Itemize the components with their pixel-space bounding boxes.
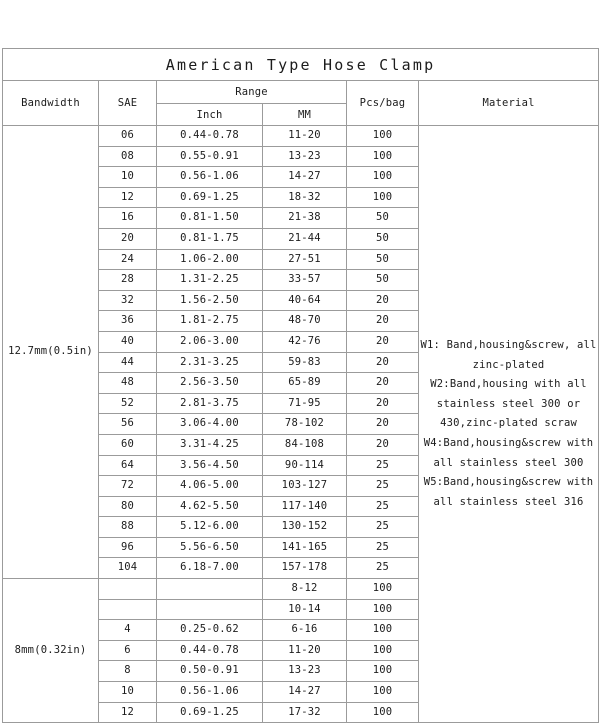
inch-range-cell: 2.56-3.50 xyxy=(157,373,263,394)
mm-range-cell: 11-20 xyxy=(263,640,347,661)
pcs-bag-cell: 100 xyxy=(347,599,419,620)
mm-range-cell: 78-102 xyxy=(263,414,347,435)
mm-range-cell: 40-64 xyxy=(263,290,347,311)
material-cell xyxy=(419,126,599,723)
mm-range-cell: 59-83 xyxy=(263,352,347,373)
pcs-bag-cell: 20 xyxy=(347,290,419,311)
inch-range-cell: 0.44-0.78 xyxy=(157,126,263,147)
mm-range-cell: 42-76 xyxy=(263,331,347,352)
material-line: zinc-plated xyxy=(472,358,545,371)
sae-cell: 40 xyxy=(99,331,157,352)
pcs-bag-cell: 25 xyxy=(347,558,419,579)
pcs-bag-cell: 25 xyxy=(347,517,419,538)
sae-cell: 36 xyxy=(99,311,157,332)
inch-range-cell xyxy=(157,599,263,620)
material-line: all stainless steel 316 xyxy=(433,495,584,508)
pcs-bag-cell: 100 xyxy=(347,167,419,188)
pcs-bag-cell: 20 xyxy=(347,414,419,435)
mm-range-cell: 17-32 xyxy=(263,702,347,723)
column-header-bandwidth: Bandwidth xyxy=(3,81,99,126)
pcs-bag-cell: 50 xyxy=(347,228,419,249)
sae-cell: 06 xyxy=(99,126,157,147)
mm-range-cell: 141-165 xyxy=(263,537,347,558)
pcs-bag-cell: 100 xyxy=(347,682,419,703)
pcs-bag-cell: 25 xyxy=(347,455,419,476)
pcs-bag-cell: 100 xyxy=(347,146,419,167)
sae-cell: 10 xyxy=(99,167,157,188)
material-line: stainless steel 300 or xyxy=(436,397,581,410)
pcs-bag-cell: 25 xyxy=(347,496,419,517)
inch-range-cell: 0.50-0.91 xyxy=(157,661,263,682)
mm-range-cell: 18-32 xyxy=(263,187,347,208)
pcs-bag-cell: 100 xyxy=(347,640,419,661)
inch-range-cell: 2.06-3.00 xyxy=(157,331,263,352)
pcs-bag-cell: 25 xyxy=(347,537,419,558)
sae-cell: 28 xyxy=(99,270,157,291)
sae-cell: 80 xyxy=(99,496,157,517)
mm-range-cell: 21-38 xyxy=(263,208,347,229)
sae-cell: 60 xyxy=(99,434,157,455)
column-header-material: Material xyxy=(419,81,599,126)
pcs-bag-cell: 50 xyxy=(347,270,419,291)
table-header-row-1 xyxy=(3,81,599,104)
inch-range-cell: 2.81-3.75 xyxy=(157,393,263,414)
mm-range-cell: 48-70 xyxy=(263,311,347,332)
sae-cell: 16 xyxy=(99,208,157,229)
mm-range-cell: 6-16 xyxy=(263,620,347,641)
table-row xyxy=(3,126,599,147)
pcs-bag-cell: 20 xyxy=(347,393,419,414)
column-header-mm: MM xyxy=(263,104,347,126)
sae-cell: 44 xyxy=(99,352,157,373)
sae-cell: 4 xyxy=(99,620,157,641)
inch-range-cell: 6.18-7.00 xyxy=(157,558,263,579)
column-header-range: Range xyxy=(157,81,347,104)
material-line: W5:Band,housing&screw with xyxy=(423,476,594,489)
sae-cell: 72 xyxy=(99,476,157,497)
inch-range-cell: 0.44-0.78 xyxy=(157,640,263,661)
mm-range-cell: 13-23 xyxy=(263,661,347,682)
pcs-bag-cell: 100 xyxy=(347,187,419,208)
inch-range-cell xyxy=(157,579,263,600)
mm-range-cell: 130-152 xyxy=(263,517,347,538)
pcs-bag-cell: 20 xyxy=(347,434,419,455)
mm-range-cell: 11-20 xyxy=(263,126,347,147)
pcs-bag-cell: 20 xyxy=(347,373,419,394)
bandwidth-cell: 8mm(0.32in) xyxy=(3,579,99,723)
inch-range-cell: 4.06-5.00 xyxy=(157,476,263,497)
sae-cell: 32 xyxy=(99,290,157,311)
inch-range-cell: 0.25-0.62 xyxy=(157,620,263,641)
sae-cell: 08 xyxy=(99,146,157,167)
mm-range-cell: 14-27 xyxy=(263,682,347,703)
pcs-bag-cell: 100 xyxy=(347,702,419,723)
mm-range-cell: 13-23 xyxy=(263,146,347,167)
inch-range-cell: 0.56-1.06 xyxy=(157,167,263,188)
inch-range-cell: 3.06-4.00 xyxy=(157,414,263,435)
pcs-bag-cell: 20 xyxy=(347,331,419,352)
hose-clamp-spec-table xyxy=(2,48,599,723)
sae-cell: 52 xyxy=(99,393,157,414)
sae-cell: 104 xyxy=(99,558,157,579)
sae-cell xyxy=(99,579,157,600)
column-header-inch: Inch xyxy=(157,104,263,126)
mm-range-cell: 65-89 xyxy=(263,373,347,394)
inch-range-cell: 0.81-1.75 xyxy=(157,228,263,249)
mm-range-cell: 157-178 xyxy=(263,558,347,579)
pcs-bag-cell: 100 xyxy=(347,620,419,641)
sae-cell: 6 xyxy=(99,640,157,661)
inch-range-cell: 0.69-1.25 xyxy=(157,702,263,723)
pcs-bag-cell: 100 xyxy=(347,126,419,147)
mm-range-cell: 103-127 xyxy=(263,476,347,497)
sae-cell: 20 xyxy=(99,228,157,249)
sae-cell: 88 xyxy=(99,517,157,538)
mm-range-cell: 10-14 xyxy=(263,599,347,620)
mm-range-cell: 117-140 xyxy=(263,496,347,517)
pcs-bag-cell: 20 xyxy=(347,352,419,373)
table-body xyxy=(3,49,599,723)
inch-range-cell: 4.62-5.50 xyxy=(157,496,263,517)
inch-range-cell: 0.69-1.25 xyxy=(157,187,263,208)
sae-cell: 24 xyxy=(99,249,157,270)
pcs-bag-cell: 20 xyxy=(347,311,419,332)
material-line: W4:Band,housing&screw with xyxy=(423,436,594,449)
mm-range-cell: 21-44 xyxy=(263,228,347,249)
material-line: 430,zinc-plated scraw xyxy=(440,417,578,430)
column-header-sae: SAE xyxy=(99,81,157,126)
sae-cell xyxy=(99,599,157,620)
table-title-row xyxy=(3,49,599,81)
sae-cell: 12 xyxy=(99,187,157,208)
mm-range-cell: 90-114 xyxy=(263,455,347,476)
sae-cell: 56 xyxy=(99,414,157,435)
inch-range-cell: 3.56-4.50 xyxy=(157,455,263,476)
inch-range-cell: 0.55-0.91 xyxy=(157,146,263,167)
mm-range-cell: 33-57 xyxy=(263,270,347,291)
inch-range-cell: 3.31-4.25 xyxy=(157,434,263,455)
sae-cell: 8 xyxy=(99,661,157,682)
pcs-bag-cell: 50 xyxy=(347,208,419,229)
mm-range-cell: 8-12 xyxy=(263,579,347,600)
inch-range-cell: 2.31-3.25 xyxy=(157,352,263,373)
inch-range-cell: 5.56-6.50 xyxy=(157,537,263,558)
pcs-bag-cell: 100 xyxy=(347,661,419,682)
sae-cell: 96 xyxy=(99,537,157,558)
inch-range-cell: 0.56-1.06 xyxy=(157,682,263,703)
mm-range-cell: 27-51 xyxy=(263,249,347,270)
inch-range-cell: 1.56-2.50 xyxy=(157,290,263,311)
pcs-bag-cell: 25 xyxy=(347,476,419,497)
pcs-bag-cell: 50 xyxy=(347,249,419,270)
inch-range-cell: 1.06-2.00 xyxy=(157,249,263,270)
pcs-bag-cell: 100 xyxy=(347,579,419,600)
column-header-pcs-bag: Pcs/bag xyxy=(347,81,419,126)
inch-range-cell: 1.31-2.25 xyxy=(157,270,263,291)
bandwidth-cell: 12.7mm(0.5in) xyxy=(3,126,99,579)
inch-range-cell: 1.81-2.75 xyxy=(157,311,263,332)
page-title: American Type Hose Clamp xyxy=(3,49,599,81)
mm-range-cell: 71-95 xyxy=(263,393,347,414)
mm-range-cell: 14-27 xyxy=(263,167,347,188)
sae-cell: 10 xyxy=(99,682,157,703)
inch-range-cell: 0.81-1.50 xyxy=(157,208,263,229)
sae-cell: 64 xyxy=(99,455,157,476)
sae-cell: 48 xyxy=(99,373,157,394)
inch-range-cell: 5.12-6.00 xyxy=(157,517,263,538)
mm-range-cell: 84-108 xyxy=(263,434,347,455)
material-line: W1: Band,housing&screw, all xyxy=(420,338,597,351)
material-line: all stainless steel 300 xyxy=(433,456,584,469)
material-line: W2:Band,housing with all xyxy=(430,378,587,391)
sae-cell: 12 xyxy=(99,702,157,723)
